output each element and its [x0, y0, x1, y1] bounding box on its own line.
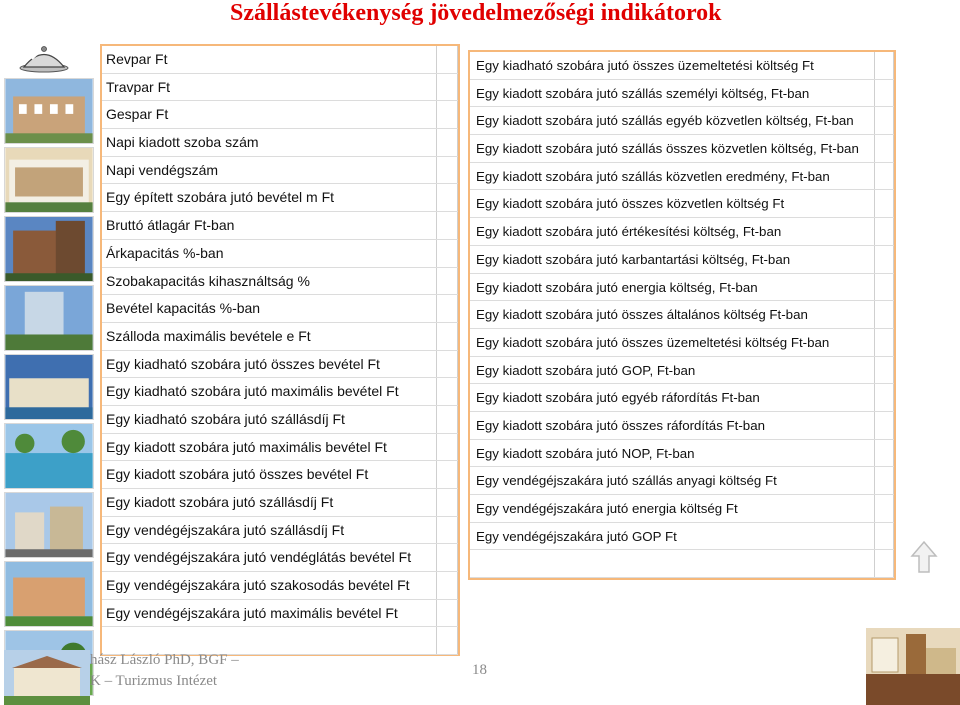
hotel-photo — [4, 147, 94, 213]
revenue-indicator-label: Egy épített szobára jutó bevétel m Ft — [102, 184, 437, 211]
author-line-1: hász László PhD, BGF – — [90, 652, 239, 668]
revenue-indicator-cell — [437, 544, 458, 571]
hotel-photo — [4, 78, 94, 144]
revenue-indicator-label: Egy kiadott szobára jutó szállásdíj Ft — [102, 489, 437, 516]
cost-indicator-cell — [875, 550, 894, 577]
revenue-indicator-label: Napi kiadott szoba szám — [102, 129, 437, 156]
revenue-indicator-row — [102, 572, 458, 600]
revenue-indicator-cell — [437, 434, 458, 461]
cloche-icon — [18, 44, 70, 74]
footer-author — [90, 650, 280, 692]
revenue-indicator-cell — [437, 406, 458, 433]
up-arrow-icon[interactable] — [910, 540, 938, 574]
revenue-indicator-cell — [437, 461, 458, 488]
cost-indicator-row — [470, 190, 894, 218]
cost-indicator-cell — [875, 274, 894, 301]
revenue-indicator-cell — [437, 129, 458, 156]
revenue-indicator-row — [102, 544, 458, 572]
revenue-indicator-cell — [437, 378, 458, 405]
cost-indicator-cell — [875, 246, 894, 273]
cost-indicator-cell — [875, 357, 894, 384]
revenue-indicator-row — [102, 461, 458, 489]
revenue-indicator-row — [102, 489, 458, 517]
revenue-indicator-row — [102, 212, 458, 240]
revenue-indicator-row — [102, 268, 458, 296]
cost-indicator-cell — [875, 440, 894, 467]
revenue-indicator-row — [102, 600, 458, 628]
revenue-indicator-cell — [437, 157, 458, 184]
cost-indicator-cell — [875, 135, 894, 162]
hotel-photo — [4, 285, 94, 351]
cost-indicator-row — [470, 246, 894, 274]
revenue-indicator-row — [102, 129, 458, 157]
revenue-indicator-label: Napi vendégszám — [102, 157, 437, 184]
cost-indicator-row — [470, 163, 894, 191]
city-photo — [4, 492, 94, 558]
hotel-photo — [4, 216, 94, 282]
cost-indicator-label: Egy kiadható szobára jutó összes üzemeltetési költség Ft — [470, 52, 875, 79]
cost-indicator-label: Egy vendégéjszakára jutó energia költség Ft — [470, 495, 875, 522]
photo-strip — [4, 78, 96, 699]
revenue-indicator-label: Bruttó átlagár Ft-ban — [102, 212, 437, 239]
cost-indicator-cell — [875, 301, 894, 328]
revenue-indicator-row — [102, 46, 458, 74]
revenue-indicator-label: Szobakapacitás kihasználtság % — [102, 268, 437, 295]
cost-indicator-row — [470, 329, 894, 357]
cost-indicator-row — [470, 218, 894, 246]
cost-indicator-cell — [875, 218, 894, 245]
revenue-indicator-label: Egy kiadható szobára jutó maximális bevétel Ft — [102, 378, 437, 405]
cost-indicator-label: Egy vendégéjszakára jutó GOP Ft — [470, 523, 875, 550]
cost-indicator-label: Egy kiadott szobára jutó szállás személyi költség, Ft-ban — [470, 80, 875, 107]
cost-indicator-row — [470, 301, 894, 329]
cost-indicator-cell — [875, 523, 894, 550]
cost-indicator-row — [470, 135, 894, 163]
revenue-indicator-cell — [437, 517, 458, 544]
revenue-indicator-row — [102, 240, 458, 268]
revenue-indicator-cell — [437, 489, 458, 516]
revenue-indicator-row — [102, 295, 458, 323]
cost-indicator-label — [470, 550, 875, 577]
revenue-indicator-label: Egy kiadott szobára jutó összes bevétel Ft — [102, 461, 437, 488]
revenue-indicator-cell — [437, 295, 458, 322]
cost-indicator-row — [470, 80, 894, 108]
revenue-indicator-cell — [437, 240, 458, 267]
revenue-indicator-label: Egy vendégéjszakára jutó vendéglátás bevétel Ft — [102, 544, 437, 571]
revenue-indicator-label: Travpar Ft — [102, 74, 437, 101]
cost-indicator-cell — [875, 80, 894, 107]
revenue-indicator-row — [102, 434, 458, 462]
revenue-indicator-cell — [437, 600, 458, 627]
revenue-indicator-label: Egy vendégéjszakára jutó maximális bevétel Ft — [102, 600, 437, 627]
cost-indicator-label: Egy kiadott szobára jutó összes ráfordítás Ft-ban — [470, 412, 875, 439]
resort-photo — [4, 561, 94, 627]
revenue-indicator-cell — [437, 46, 458, 73]
cost-indicator-label: Egy vendégéjszakára jutó szállás anyagi költség Ft — [470, 467, 875, 494]
cost-indicator-row — [470, 412, 894, 440]
revenue-indicator-label: Szálloda maximális bevétele e Ft — [102, 323, 437, 350]
revenue-indicator-row — [102, 517, 458, 545]
cost-indicator-row — [470, 384, 894, 412]
revenue-indicator-row — [102, 101, 458, 129]
cost-indicator-cell — [875, 329, 894, 356]
cost-indicator-cell — [875, 190, 894, 217]
cost-indicator-label: Egy kiadott szobára jutó értékesítési költség, Ft-ban — [470, 218, 875, 245]
revenue-indicator-cell — [437, 351, 458, 378]
revenue-indicator-cell — [437, 572, 458, 599]
cost-indicator-row — [470, 440, 894, 468]
cost-indicator-cell — [875, 163, 894, 190]
revenue-indicator-cell — [437, 101, 458, 128]
cost-indicator-label: Egy kiadott szobára jutó szállás összes közvetlen költség, Ft-ban — [470, 135, 875, 162]
revenue-indicator-label: Egy kiadott szobára jutó maximális bevétel Ft — [102, 434, 437, 461]
revenue-indicator-row — [102, 378, 458, 406]
cost-indicator-row — [470, 523, 894, 551]
page-number: 18 — [472, 662, 487, 678]
cost-indicator-cell — [875, 52, 894, 79]
manor-photo — [4, 650, 90, 705]
cost-indicator-cell — [875, 412, 894, 439]
revenue-indicator-table — [100, 44, 460, 656]
cost-indicator-row — [470, 52, 894, 80]
revenue-indicator-cell — [437, 268, 458, 295]
cost-indicator-label: Egy kiadott szobára jutó összes közvetlen költség Ft — [470, 190, 875, 217]
revenue-indicator-cell — [437, 212, 458, 239]
cost-indicator-row — [470, 107, 894, 135]
cost-indicator-cell — [875, 107, 894, 134]
revenue-indicator-row — [102, 184, 458, 212]
cost-indicator-label: Egy kiadott szobára jutó NOP, Ft-ban — [470, 440, 875, 467]
cost-indicator-cell — [875, 384, 894, 411]
slide-title: Szállástevékenység jövedelmezőségi indikátorok — [230, 0, 722, 26]
cost-indicator-label: Egy kiadott szobára jutó egyéb ráfordítás Ft-ban — [470, 384, 875, 411]
revenue-indicator-row — [102, 323, 458, 351]
cost-indicator-cell — [875, 467, 894, 494]
cost-indicator-label: Egy kiadott szobára jutó GOP, Ft-ban — [470, 357, 875, 384]
cost-indicator-label: Egy kiadott szobára jutó energia költség, Ft-ban — [470, 274, 875, 301]
revenue-indicator-cell — [437, 184, 458, 211]
cost-indicator-label: Egy kiadott szobára jutó összes üzemeltetési költség Ft-ban — [470, 329, 875, 356]
revenue-indicator-label: Bevétel kapacitás %-ban — [102, 295, 437, 322]
revenue-indicator-row — [102, 157, 458, 185]
cost-indicator-label: Egy kiadott szobára jutó szállás közvetlen eredmény, Ft-ban — [470, 163, 875, 190]
cost-indicator-cell — [875, 495, 894, 522]
revenue-indicator-label: Árkapacitás %-ban — [102, 240, 437, 267]
cost-indicator-label: Egy kiadott szobára jutó összes általános költség Ft-ban — [470, 301, 875, 328]
cost-indicator-row — [470, 467, 894, 495]
hotel-photo — [4, 354, 94, 420]
cost-indicator-label: Egy kiadott szobára jutó karbantartási költség, Ft-ban — [470, 246, 875, 273]
pool-photo — [4, 423, 94, 489]
revenue-indicator-label: Egy vendégéjszakára jutó szállásdíj Ft — [102, 517, 437, 544]
author-line-2: K – Turizmus Intézet — [90, 673, 218, 689]
revenue-indicator-row — [102, 406, 458, 434]
cost-indicator-label: Egy kiadott szobára jutó szállás egyéb közvetlen költség, Ft-ban — [470, 107, 875, 134]
revenue-indicator-cell — [437, 323, 458, 350]
revenue-indicator-cell — [437, 627, 458, 654]
revenue-indicator-label: Gespar Ft — [102, 101, 437, 128]
cost-indicator-row — [470, 550, 894, 578]
cost-indicator-row — [470, 274, 894, 302]
revenue-indicator-row — [102, 351, 458, 379]
revenue-indicator-label: Egy kiadható szobára jutó összes bevétel Ft — [102, 351, 437, 378]
cost-indicator-row — [470, 357, 894, 385]
hotel-lobby-photo — [866, 628, 960, 705]
revenue-indicator-row — [102, 74, 458, 102]
revenue-indicator-label: Egy vendégéjszakára jutó szakosodás bevétel Ft — [102, 572, 437, 599]
cost-indicator-table — [468, 50, 896, 580]
cost-indicator-row — [470, 495, 894, 523]
revenue-indicator-cell — [437, 74, 458, 101]
revenue-indicator-label: Egy kiadható szobára jutó szállásdíj Ft — [102, 406, 437, 433]
revenue-indicator-label: Revpar Ft — [102, 46, 437, 73]
